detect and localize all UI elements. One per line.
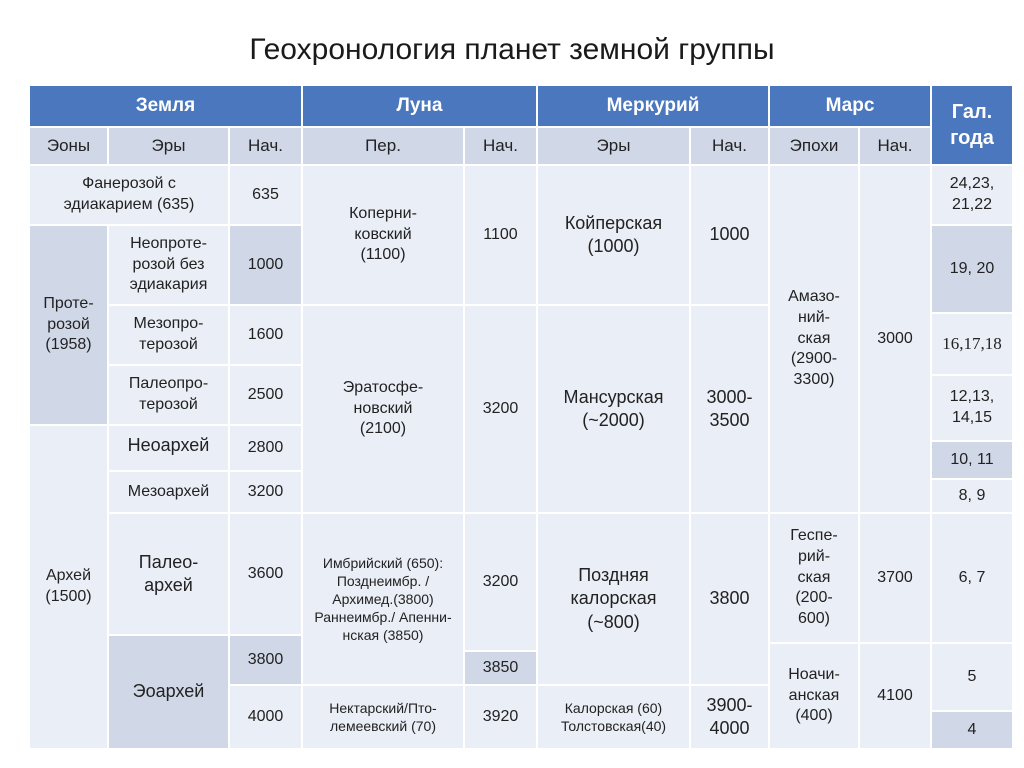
subheader-mars-start: Нач. bbox=[860, 128, 930, 164]
earth-phanerozoic: Фанерозой с эдиакарием (635) bbox=[30, 166, 228, 224]
earth-eoarchean-start-b: 4000 bbox=[230, 686, 301, 748]
earth-neoproterozoic: Неопроте-розой без эдиакария bbox=[109, 226, 228, 304]
subheader-mercury-eras: Эры bbox=[538, 128, 689, 164]
moon-imbrian: Имбрийский (650): Позднеимбр. / Архимед.(3800) Раннеимбр./ Апенни-нская (3850) bbox=[303, 514, 463, 684]
moon-eratosthenian-start: 3200 bbox=[465, 306, 536, 512]
gal-years-row-9: 4 bbox=[932, 712, 1012, 748]
mercury-calorian-start: 3900-4000 bbox=[691, 686, 768, 748]
mercury-mansurian: Мансурская (~2000) bbox=[538, 306, 689, 512]
gal-years-row-4: 12,13, 14,15 bbox=[932, 376, 1012, 440]
earth-eoarchean-start-a: 3800 bbox=[230, 636, 301, 684]
moon-copernican-start: 1100 bbox=[465, 166, 536, 304]
header-gal-years: Гал. года bbox=[932, 86, 1012, 164]
mars-amazonian: Амазо-ний-ская (2900-3300) bbox=[770, 166, 858, 512]
moon-imbrian-start-b: 3850 bbox=[465, 652, 536, 684]
header-mars: Марс bbox=[770, 86, 930, 126]
earth-proterozoic: Проте-розой (1958) bbox=[30, 226, 107, 424]
mercury-kuiperian-start: 1000 bbox=[691, 166, 768, 304]
gal-years-row-3: 16,17,18 bbox=[932, 314, 1012, 374]
earth-eoarchean: Эоархей bbox=[109, 636, 228, 748]
gal-years-row-7: 6, 7 bbox=[932, 514, 1012, 642]
moon-eratosthenian: Эратосфе-новский (2100) bbox=[303, 306, 463, 512]
subheader-mars-epochs: Эпохи bbox=[770, 128, 858, 164]
earth-paleoproterozoic-start: 2500 bbox=[230, 366, 301, 424]
header-moon: Луна bbox=[303, 86, 536, 126]
gal-years-row-6: 8, 9 bbox=[932, 480, 1012, 512]
subheader-mercury-start: Нач. bbox=[691, 128, 768, 164]
mercury-kuiperian: Койперская (1000) bbox=[538, 166, 689, 304]
mars-amazonian-start: 3000 bbox=[860, 166, 930, 512]
subheader-earth-eras: Эры bbox=[109, 128, 228, 164]
subheader-moon-start: Нач. bbox=[465, 128, 536, 164]
page-title: Геохронология планет земной группы bbox=[249, 33, 775, 66]
moon-nectarian-start: 3920 bbox=[465, 686, 536, 748]
earth-mesoarchean-start: 3200 bbox=[230, 472, 301, 512]
earth-mesoproterozoic: Мезопро-терозой bbox=[109, 306, 228, 364]
earth-neoproterozoic-start: 1000 bbox=[230, 226, 301, 304]
mercury-late-calorian-start: 3800 bbox=[691, 514, 768, 684]
mercury-mansurian-start: 3000-3500 bbox=[691, 306, 768, 512]
earth-paleoproterozoic: Палеопро-терозой bbox=[109, 366, 228, 424]
earth-neoarchean-start: 2800 bbox=[230, 426, 301, 470]
moon-copernican: Коперни-ковский (1100) bbox=[303, 166, 463, 304]
earth-phanerozoic-start: 635 bbox=[230, 166, 301, 224]
earth-paleoarchean-start: 3600 bbox=[230, 514, 301, 634]
mercury-late-calorian: Поздняя калорская (~800) bbox=[538, 514, 689, 684]
gal-years-row-2: 19, 20 bbox=[932, 226, 1012, 312]
mars-noachian-start: 4100 bbox=[860, 644, 930, 748]
earth-paleoarchean: Палео-архей bbox=[109, 514, 228, 634]
subheader-earth-eons: Эоны bbox=[30, 128, 107, 164]
gal-years-row-8: 5 bbox=[932, 644, 1012, 710]
gal-years-row-5: 10, 11 bbox=[932, 442, 1012, 478]
earth-mesoproterozoic-start: 1600 bbox=[230, 306, 301, 364]
earth-mesoarchean: Мезоархей bbox=[109, 472, 228, 512]
mars-hesperian: Геспе-рий-ская (200-600) bbox=[770, 514, 858, 642]
subheader-earth-start: Нач. bbox=[230, 128, 301, 164]
earth-neoarchean: Неоархей bbox=[109, 426, 228, 470]
moon-nectarian: Нектарский/Пто-лемеевский (70) bbox=[303, 686, 463, 748]
mercury-calorian: Калорская (60) Толстовская(40) bbox=[538, 686, 689, 748]
header-earth: Земля bbox=[30, 86, 301, 126]
mars-hesperian-start: 3700 bbox=[860, 514, 930, 642]
header-mercury: Меркурий bbox=[538, 86, 768, 126]
earth-archean: Архей (1500) bbox=[30, 426, 107, 748]
moon-imbrian-start-a: 3200 bbox=[465, 514, 536, 650]
subheader-moon-periods: Пер. bbox=[303, 128, 463, 164]
gal-years-row-1: 24,23, 21,22 bbox=[932, 166, 1012, 224]
mars-noachian: Ноачи-анская (400) bbox=[770, 644, 858, 748]
